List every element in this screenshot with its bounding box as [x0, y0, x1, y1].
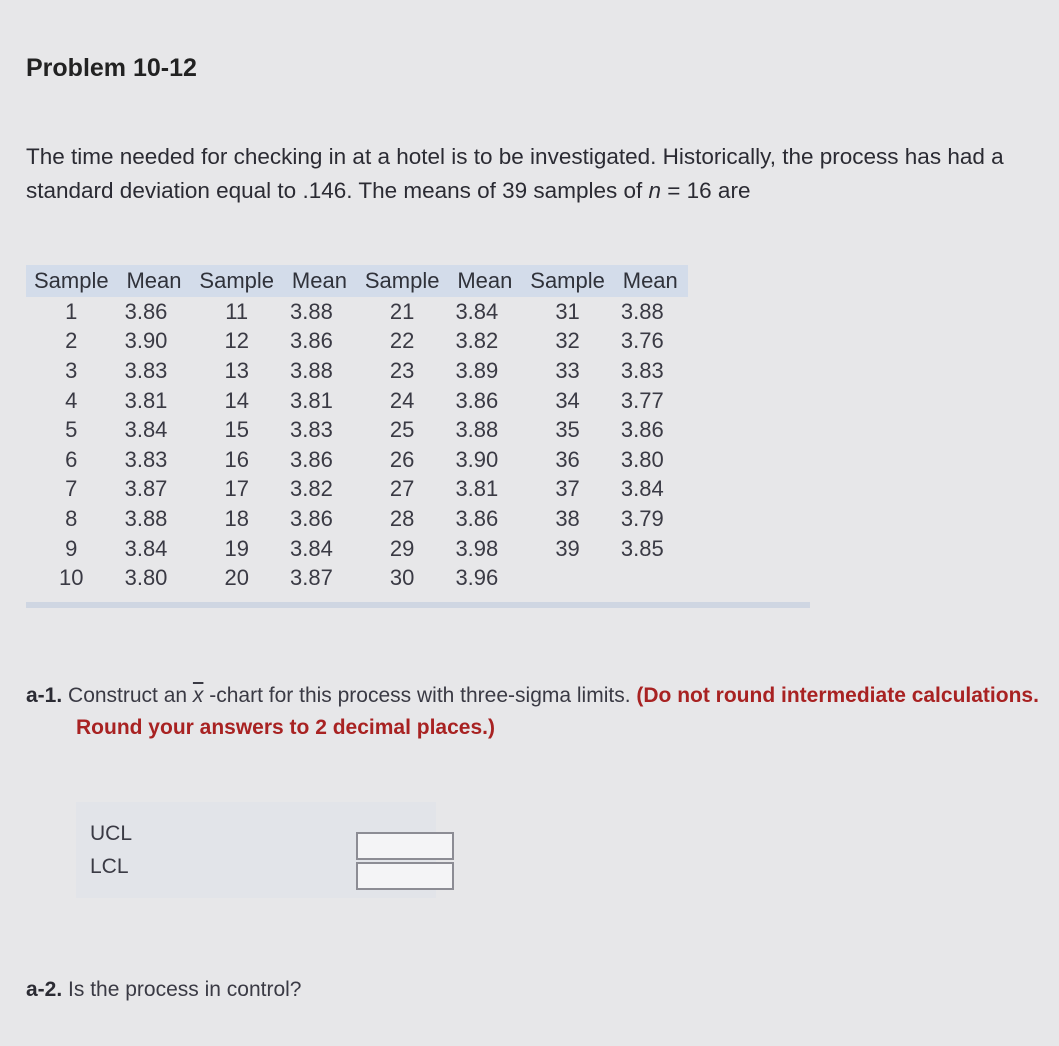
mean-cell: 3.88	[290, 357, 333, 383]
mean-cell: 3.80	[620, 446, 664, 472]
sample-cell: 1	[65, 298, 78, 324]
mean-cell: 3.98	[455, 535, 499, 561]
table-row	[26, 356, 688, 386]
sample-cell: 13	[224, 357, 249, 383]
sample-cell: 19	[224, 535, 249, 561]
mean-cell: 3.82	[290, 476, 333, 502]
column-header-sample: Sample	[357, 265, 448, 297]
sample-cell: 38	[555, 505, 580, 531]
sample-cell: 23	[389, 357, 415, 383]
column-header-mean: Mean	[447, 265, 522, 297]
sample-cell: 29	[389, 535, 415, 561]
sample-cell: 9	[65, 535, 78, 561]
sample-cell: 30	[389, 565, 415, 591]
intro-var-n: n	[648, 178, 662, 203]
sample-cell: 28	[389, 505, 415, 531]
mean-cell: 3.81	[124, 387, 168, 413]
mean-cell: 3.84	[124, 535, 168, 561]
column-header-sample: Sample	[26, 265, 117, 297]
question-a1-instruction: (Do not round intermediate calculations. Round your answers to 2 decimal places.)	[76, 684, 1039, 739]
question-a2	[26, 978, 301, 1002]
mean-cell: 3.83	[290, 417, 333, 443]
table-header-row	[26, 265, 688, 297]
mean-cell: 3.89	[455, 357, 499, 383]
sample-cell: 36	[555, 446, 580, 472]
column-header-mean: Mean	[613, 265, 688, 297]
mean-cell: 3.82	[455, 328, 499, 354]
mean-cell: 3.86	[290, 505, 333, 531]
sample-cell: 12	[224, 328, 249, 354]
sample-cell: 22	[389, 328, 415, 354]
sample-cell: 6	[65, 446, 78, 472]
mean-cell: 3.85	[620, 535, 664, 561]
mean-cell: 3.83	[124, 446, 168, 472]
mean-cell: 3.88	[620, 298, 664, 324]
mean-cell: 3.90	[124, 328, 168, 354]
mean-cell: 3.86	[620, 417, 664, 443]
problem-intro	[26, 140, 1036, 208]
sample-cell: 11	[225, 298, 249, 324]
table-row	[26, 563, 688, 593]
column-header-sample: Sample	[191, 265, 282, 297]
sample-cell: 3	[65, 357, 78, 383]
xbar-symbol: $\overline{x}$	[192, 684, 204, 707]
mean-cell: 3.84	[290, 535, 333, 561]
mean-cell: 3.81	[455, 476, 499, 502]
sample-cell: 10	[59, 565, 84, 591]
mean-cell: 3.83	[620, 357, 664, 383]
mean-cell: 3.84	[620, 476, 664, 502]
sample-cell	[522, 563, 613, 593]
column-header-mean: Mean	[117, 265, 192, 297]
sample-cell: 35	[555, 417, 580, 443]
ucl-input[interactable]	[356, 832, 454, 860]
mean-cell: 3.83	[124, 357, 168, 383]
lcl-input[interactable]	[356, 862, 454, 890]
sample-cell: 7	[65, 476, 78, 502]
question-a1-label: a-1.	[26, 684, 63, 707]
sample-cell: 31	[555, 298, 580, 324]
question-a2-text: Is the process in control?	[62, 978, 302, 1001]
mean-cell: 3.86	[124, 298, 168, 324]
table-body	[26, 297, 688, 593]
sample-cell: 26	[389, 446, 415, 472]
table-row	[26, 386, 688, 416]
sample-cell: 16	[224, 446, 249, 472]
table-bottom-rule	[26, 602, 810, 608]
sample-cell: 34	[555, 387, 580, 413]
mean-cell	[613, 563, 688, 593]
mean-cell: 3.79	[620, 505, 664, 531]
problem-title: Problem 10-12	[26, 54, 197, 82]
lcl-label: LCL	[90, 855, 129, 878]
mean-cell: 3.84	[455, 298, 499, 324]
mean-cell: 3.87	[124, 476, 168, 502]
question-a1-text-after: -chart for this process with three-sigma limits.	[203, 684, 637, 707]
mean-cell: 3.76	[620, 328, 664, 354]
table-row	[26, 504, 688, 534]
sample-cell: 14	[224, 387, 249, 413]
mean-cell: 3.90	[455, 446, 499, 472]
sample-cell: 27	[389, 476, 415, 502]
intro-text-part1: The time needed for checking in at a hotel is to be investigated. Historically, the process has had a standard deviation equal to .146. The means of 39 samples of	[26, 144, 1004, 203]
mean-cell: 3.86	[290, 446, 333, 472]
sample-cell: 15	[224, 417, 249, 443]
column-header-mean: Mean	[282, 265, 357, 297]
sample-cell: 5	[65, 417, 78, 443]
ucl-label: UCL	[90, 822, 133, 845]
mean-cell: 3.86	[455, 387, 499, 413]
table-row	[26, 327, 688, 357]
mean-cell: 3.77	[620, 387, 664, 413]
question-a1	[26, 680, 1059, 744]
column-header-sample: Sample	[522, 265, 613, 297]
mean-cell: 3.86	[455, 505, 499, 531]
mean-cell: 3.88	[290, 298, 333, 324]
sample-cell: 2	[65, 328, 78, 354]
table-row	[26, 445, 688, 475]
mean-cell: 3.87	[290, 565, 333, 591]
mean-cell: 3.80	[124, 565, 168, 591]
sample-means-table	[26, 265, 688, 593]
table-row	[26, 415, 688, 445]
mean-cell: 3.81	[290, 387, 333, 413]
sample-cell: 21	[389, 298, 415, 324]
question-a1-text-before: Construct an	[62, 684, 193, 707]
sample-cell: 25	[389, 417, 415, 443]
mean-cell: 3.96	[455, 565, 499, 591]
sample-cell: 39	[555, 535, 580, 561]
table-row	[26, 475, 688, 505]
sample-cell: 8	[65, 505, 78, 531]
sample-cell: 24	[389, 387, 415, 413]
mean-cell: 3.84	[124, 417, 168, 443]
sample-cell: 4	[65, 387, 78, 413]
mean-cell: 3.86	[290, 328, 333, 354]
sample-cell: 32	[555, 328, 580, 354]
sample-cell: 33	[555, 357, 580, 383]
sample-cell: 17	[224, 476, 249, 502]
mean-cell: 3.88	[455, 417, 499, 443]
sample-cell: 20	[224, 565, 249, 591]
sample-cell: 18	[224, 505, 249, 531]
table-row	[26, 534, 688, 564]
table-row	[26, 297, 688, 327]
mean-cell: 3.88	[124, 505, 168, 531]
question-a2-label: a-2.	[26, 978, 63, 1001]
sample-cell: 37	[555, 476, 580, 502]
intro-text-part2: = 16 are	[661, 178, 751, 203]
